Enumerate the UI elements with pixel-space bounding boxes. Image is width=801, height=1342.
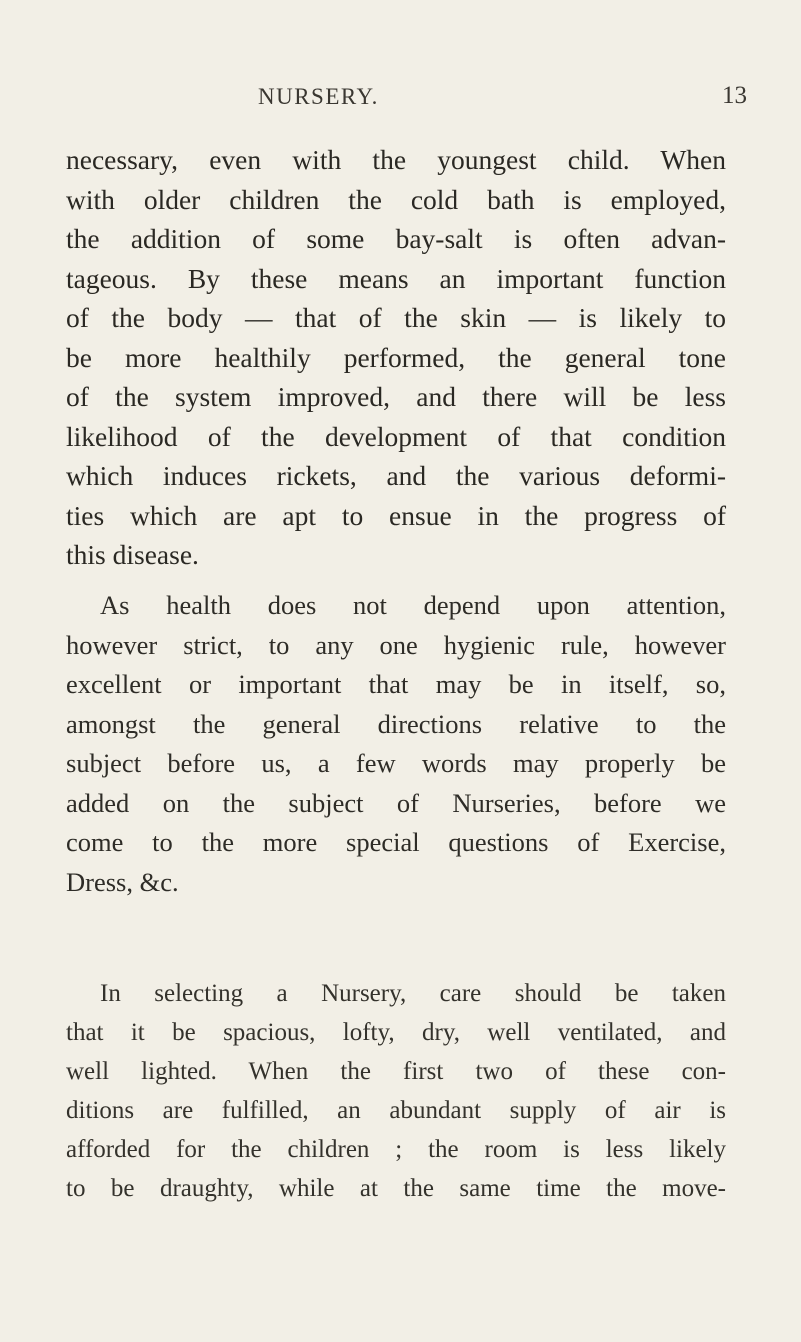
- running-head: NURSERY.: [258, 84, 379, 109]
- page-header: [0, 84, 801, 118]
- text-line: amongst the general directions relative to the: [66, 708, 726, 739]
- text-line: to be draughty, while at the same time the move-: [66, 1175, 726, 1202]
- paragraph-1: [66, 140, 726, 575]
- text-line: the addition of some bay-salt is often advan-: [66, 223, 726, 254]
- text-line: be more healthily performed, the general tone: [66, 341, 726, 373]
- text-line: tageous. By these means an important function: [66, 262, 726, 294]
- text-line: ties which are apt to ensue in the progress of: [66, 499, 726, 531]
- text-line: Dress, &c.: [66, 866, 179, 897]
- text-line: of the body — that of the skin — is likely to: [66, 302, 726, 333]
- text-line: come to the more special questions of Exercise,: [66, 827, 726, 857]
- paragraph-2: [66, 586, 726, 902]
- text-line: of the system improved, and there will be less: [66, 381, 726, 412]
- paragraph-3: [66, 974, 726, 1208]
- text-line: well lighted. When the first two of these con-: [66, 1058, 726, 1085]
- text-line: ditions are fulfilled, an abundant supply of air is: [66, 1097, 726, 1124]
- text-line: excellent or important that may be in itself, so,: [66, 669, 726, 699]
- text-line: As health does not depend upon attention,: [100, 590, 726, 620]
- text-line: added on the subject of Nurseries, before we: [66, 787, 726, 818]
- text-line: subject before us, a few words may properly be: [66, 748, 726, 778]
- text-line: afforded for the children ; the room is less likely: [66, 1136, 726, 1163]
- text-line: with older children the cold bath is employed,: [66, 183, 726, 215]
- text-line: which induces rickets, and the various deformi-: [66, 460, 726, 491]
- text-line: necessary, even with the youngest child. When: [66, 144, 726, 175]
- page-number: 13: [722, 82, 747, 109]
- text-line: however strict, to any one hygienic rule, however: [66, 629, 726, 660]
- text-line: In selecting a Nursery, care should be taken: [100, 980, 726, 1007]
- text-line: this disease.: [66, 539, 199, 570]
- text-line: that it be spacious, lofty, dry, well ventilated, and: [66, 1019, 726, 1046]
- text-line: likelihood of the development of that condition: [66, 420, 726, 452]
